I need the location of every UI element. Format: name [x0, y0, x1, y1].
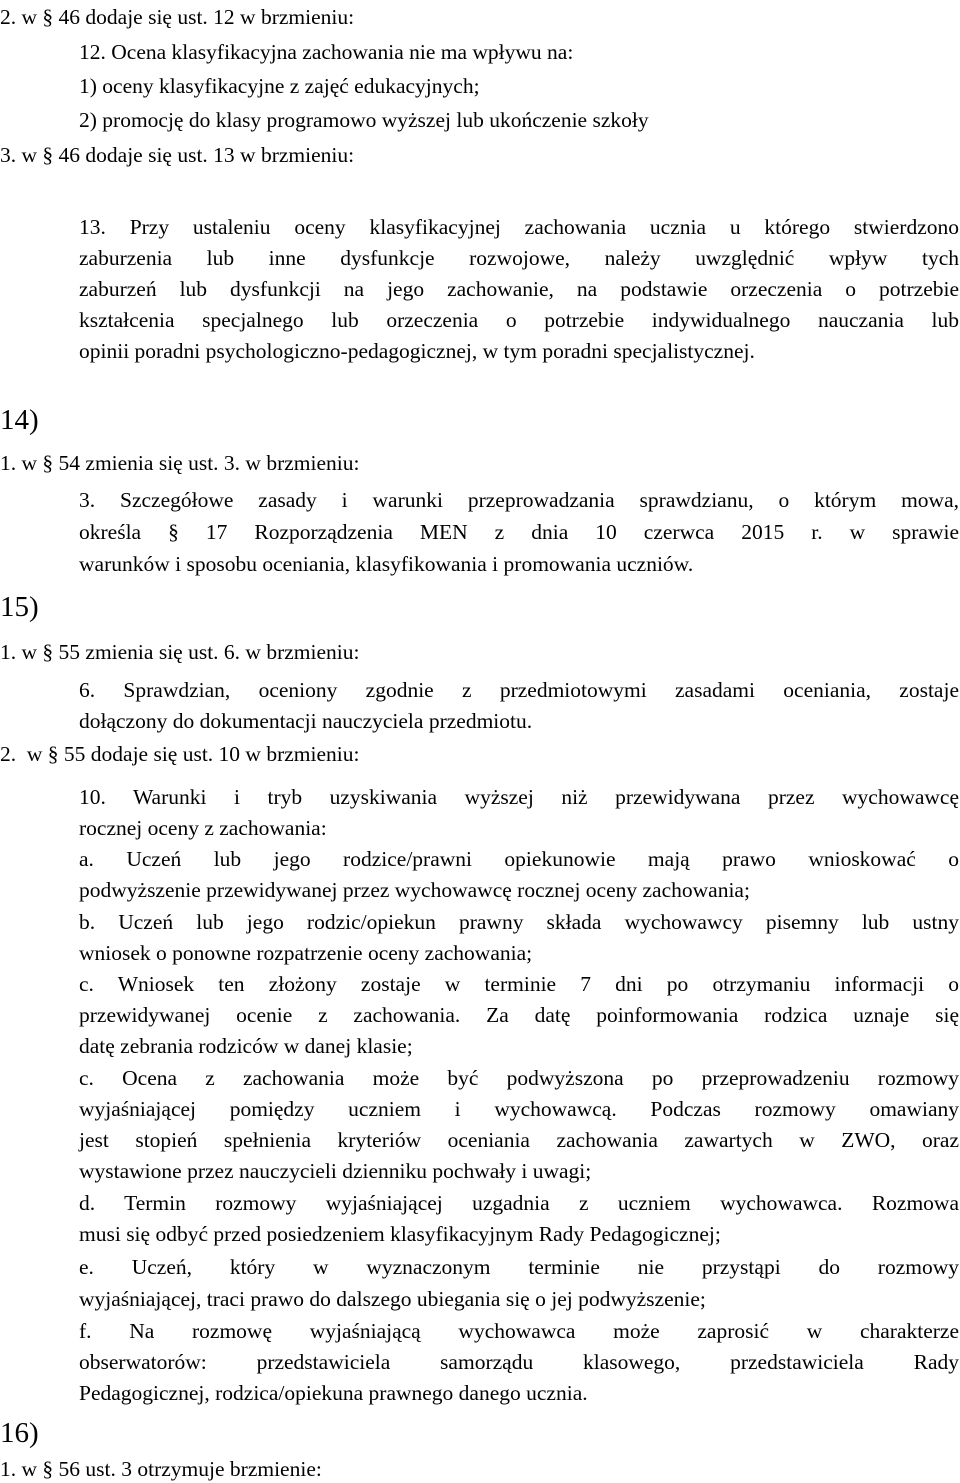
- list-item: c. Ocena z zachowania może być podwyższona po przeprowadzeniu rozmowy: [79, 1066, 959, 1090]
- paragraph-line: wniosek o ponowne rozpatrzenie oceny zachowania;: [79, 941, 533, 965]
- list-item: e. Uczeń, który w wyznaczonym terminie nie przystąpi do rozmowy: [79, 1255, 959, 1279]
- paragraph-line: wyjaśniającej, traci prawo do dalszego ubiegania się o jej podwyższenie;: [79, 1287, 706, 1311]
- list-item: f. Na rozmowę wyjaśniającą wychowawca może zaprosić w charakterze: [79, 1319, 959, 1343]
- paragraph-line: obserwatorów: przedstawiciela samorządu klasowego, przedstawiciela Rady: [79, 1350, 959, 1374]
- paragraph-line: 13. Przy ustaleniu oceny klasyfikacyjnej zachowania ucznia u którego stwierdzono: [79, 215, 959, 239]
- amendment-heading: 1. w § 54 zmienia się ust. 3. w brzmieniu:: [0, 451, 360, 475]
- paragraph-line: rocznej oceny z zachowania:: [79, 816, 327, 840]
- paragraph-line: opinii poradni psychologiczno-pedagogicznej, w tym poradni specjalistycznej.: [79, 339, 755, 363]
- paragraph-line: 3. Szczegółowe zasady i warunki przeprowadzania sprawdzianu, o którym mowa,: [79, 488, 959, 512]
- list-item: c. Wniosek ten złożony zostaje w terminie 7 dni po otrzymaniu informacji o: [79, 972, 959, 996]
- paragraph-line: 12. Ocena klasyfikacyjna zachowania nie ma wpływu na:: [79, 40, 574, 64]
- paragraph-line: 10. Warunki i tryb uzyskiwania wyższej niż przewidywana przez wychowawcę: [79, 785, 959, 809]
- list-item: 2) promocję do klasy programowo wyższej lub ukończenie szkoły: [79, 108, 649, 132]
- paragraph-line: 6. Sprawdzian, oceniony zgodnie z przedmiotowymi zasadami oceniania, zostaje: [79, 678, 959, 702]
- paragraph-line: zaburzenia lub inne dysfunkcje rozwojowe, należy uwzględnić wpływ tych: [79, 246, 959, 270]
- section-number: 16): [0, 1417, 39, 1449]
- amendment-heading: 1. w § 55 zmienia się ust. 6. w brzmieniu:: [0, 640, 360, 664]
- paragraph-line: określa § 17 Rozporządzenia MEN z dnia 10 czerwca 2015 r. w sprawie: [79, 520, 959, 544]
- amendment-heading: 2. w § 55 dodaje się ust. 10 w brzmieniu:: [0, 742, 360, 766]
- paragraph-line: Pedagogicznej, rodzica/opiekuna prawnego danego ucznia.: [79, 1381, 588, 1405]
- paragraph-line: datę zebrania rodziców w danej klasie;: [79, 1034, 413, 1058]
- amendment-heading: 3. w § 46 dodaje się ust. 13 w brzmieniu:: [0, 143, 355, 167]
- paragraph-line: podwyższenie przewidywanej przez wychowawcę rocznej oceny zachowania;: [79, 878, 750, 902]
- paragraph-line: zaburzeń lub dysfunkcji na jego zachowanie, na podstawie orzeczenia o potrzebie: [79, 277, 959, 301]
- paragraph-line: przewidywanej ocenie z zachowania. Za datę poinformowania rodzica uznaje się: [79, 1003, 959, 1027]
- section-number: 14): [0, 404, 39, 436]
- paragraph-line: wyjaśniającej pomiędzy uczniem i wychowawcą. Podczas rozmowy omawiany: [79, 1097, 959, 1121]
- amendment-heading: 1. w § 56 ust. 3 otrzymuje brzmienie:: [0, 1457, 322, 1481]
- list-item: 1) oceny klasyfikacyjne z zajęć edukacyjnych;: [79, 74, 480, 98]
- paragraph-line: warunków i sposobu oceniania, klasyfikowania i promowania uczniów.: [79, 552, 694, 576]
- paragraph-line: musi się odbyć przed posiedzeniem klasyfikacyjnym Rady Pedagogicznej;: [79, 1222, 721, 1246]
- list-item: a. Uczeń lub jego rodzice/prawni opiekunowie mają prawo wnioskować o: [79, 847, 959, 871]
- paragraph-line: dołączony do dokumentacji nauczyciela przedmiotu.: [79, 709, 533, 733]
- list-item: b. Uczeń lub jego rodzic/opiekun prawny składa wychowawcy pisemny lub ustny: [79, 910, 959, 934]
- section-number: 15): [0, 591, 39, 623]
- list-item: d. Termin rozmowy wyjaśniającej uzgadnia z uczniem wychowawca. Rozmowa: [79, 1191, 959, 1215]
- paragraph-line: jest stopień spełnienia kryteriów oceniania zachowania zawartych w ZWO, oraz: [79, 1128, 959, 1152]
- paragraph-line: kształcenia specjalnego lub orzeczenia o potrzebie indywidualnego nauczania lub: [79, 308, 959, 332]
- amendment-heading: 2. w § 46 dodaje się ust. 12 w brzmieniu:: [0, 5, 355, 29]
- paragraph-line: wystawione przez nauczycieli dzienniku pochwały i uwagi;: [79, 1159, 592, 1183]
